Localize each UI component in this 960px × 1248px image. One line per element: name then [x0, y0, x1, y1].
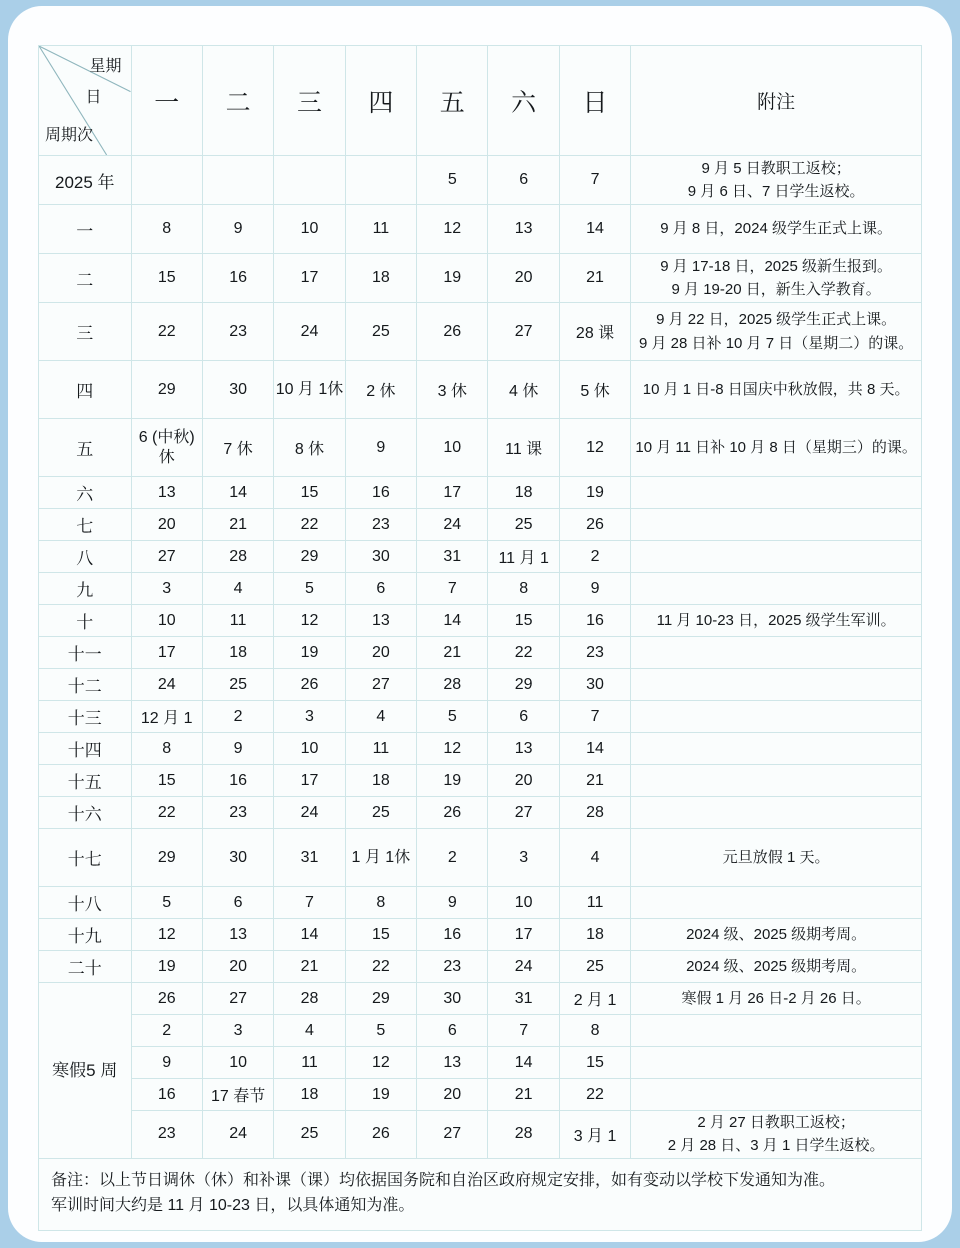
note-cell: 2024 级、2025 级期考周。: [631, 951, 922, 983]
calendar-week-row: [39, 765, 922, 797]
day-cell[interactable]: 25: [488, 509, 559, 541]
note-cell: 9 月 5 日教职工返校； 9 月 6 日、7 日学生返校。: [631, 156, 922, 205]
day-cell[interactable]: 3: [131, 573, 202, 605]
day-cell[interactable]: 10: [274, 205, 345, 254]
day-cell[interactable]: 17: [131, 637, 202, 669]
day-cell[interactable]: 20: [131, 509, 202, 541]
day-cell[interactable]: 26: [417, 303, 488, 361]
week-index-cell: 七: [39, 509, 132, 541]
day-cell[interactable]: 26: [559, 509, 630, 541]
day-cell[interactable]: 11: [559, 887, 630, 919]
day-cell[interactable]: 26: [345, 1111, 416, 1159]
day-cell[interactable]: 11 课: [488, 419, 559, 477]
day-cell[interactable]: 12: [131, 919, 202, 951]
day-cell[interactable]: 18: [345, 254, 416, 303]
day-cell[interactable]: 19: [345, 1079, 416, 1111]
calendar-footer: [39, 1158, 922, 1231]
day-cell[interactable]: 26: [417, 797, 488, 829]
day-cell[interactable]: 25: [345, 303, 416, 361]
day-cell[interactable]: 10: [274, 733, 345, 765]
day-cell[interactable]: 21: [202, 509, 273, 541]
day-cell[interactable]: 4: [559, 829, 630, 887]
day-cell[interactable]: 8: [345, 887, 416, 919]
day-cell[interactable]: 29: [488, 669, 559, 701]
day-cell[interactable]: 30: [559, 669, 630, 701]
week-index-cell: 六: [39, 477, 132, 509]
calendar-week-row: [39, 951, 922, 983]
note-cell: [631, 669, 922, 701]
day-cell[interactable]: 12: [417, 733, 488, 765]
day-cell[interactable]: 27: [488, 797, 559, 829]
day-cell[interactable]: 10: [131, 605, 202, 637]
day-cell[interactable]: 28: [274, 983, 345, 1015]
calendar-week-row: [39, 887, 922, 919]
note-cell: [631, 1079, 922, 1111]
day-cell[interactable]: 3 月 1: [559, 1111, 630, 1159]
day-cell[interactable]: 19: [559, 477, 630, 509]
header-weekday-thu: 四: [345, 46, 416, 156]
day-cell[interactable]: 15: [345, 919, 416, 951]
header-corner-cell: [39, 46, 132, 156]
day-cell[interactable]: 2 休: [345, 361, 416, 419]
note-cell: [631, 541, 922, 573]
week-index-cell: 八: [39, 541, 132, 573]
day-cell[interactable]: 30: [202, 361, 273, 419]
day-cell[interactable]: 18: [488, 477, 559, 509]
day-cell[interactable]: 4: [202, 573, 273, 605]
note-cell: [631, 887, 922, 919]
day-cell[interactable]: 5: [417, 701, 488, 733]
day-cell[interactable]: [202, 156, 273, 205]
day-cell[interactable]: 7: [488, 1015, 559, 1047]
day-cell[interactable]: 7: [559, 701, 630, 733]
day-cell[interactable]: 15: [131, 765, 202, 797]
day-cell[interactable]: 6: [488, 156, 559, 205]
week-index-cell: 十九: [39, 919, 132, 951]
header-row: [39, 46, 922, 156]
calendar-week-row: [39, 919, 922, 951]
day-cell[interactable]: 2: [417, 829, 488, 887]
week-index-cell: 三: [39, 303, 132, 361]
calendar-week-row: [39, 205, 922, 254]
week-index-cell: 二十: [39, 951, 132, 983]
day-cell[interactable]: 23: [202, 303, 273, 361]
day-cell[interactable]: 13: [345, 605, 416, 637]
note-cell: 寒假 1 月 26 日-2 月 26 日。: [631, 983, 922, 1015]
day-cell[interactable]: 28: [417, 669, 488, 701]
day-cell[interactable]: 9: [559, 573, 630, 605]
footer-remark-cell: 备注：以上节日调休（休）和补课（课）均依据国务院和自治区政府规定安排，如有变动以学校下发通知为准。 军训时间大约是 11 月 10-23 日，以具体通知为准。: [39, 1158, 922, 1231]
day-cell[interactable]: 14: [559, 733, 630, 765]
note-cell: 10 月 1 日-8 日国庆中秋放假，共 8 天。: [631, 361, 922, 419]
week-index-cell: 四: [39, 361, 132, 419]
day-cell[interactable]: 6: [345, 573, 416, 605]
day-cell[interactable]: 27: [417, 1111, 488, 1159]
day-cell[interactable]: 3: [202, 1015, 273, 1047]
day-cell[interactable]: 14: [417, 605, 488, 637]
calendar-week-row: [39, 509, 922, 541]
note-cell: [631, 1047, 922, 1079]
day-cell[interactable]: 9: [202, 733, 273, 765]
day-cell[interactable]: 22: [131, 797, 202, 829]
day-cell[interactable]: 24: [488, 951, 559, 983]
day-cell[interactable]: 14: [274, 919, 345, 951]
week-index-cell: 十八: [39, 887, 132, 919]
day-cell[interactable]: 12: [417, 205, 488, 254]
week-index-cell: 十一: [39, 637, 132, 669]
week-index-cell: 十三: [39, 701, 132, 733]
day-cell[interactable]: 7: [559, 156, 630, 205]
day-cell[interactable]: 21: [488, 1079, 559, 1111]
day-cell[interactable]: 11: [202, 605, 273, 637]
day-cell[interactable]: 8: [559, 1015, 630, 1047]
day-cell[interactable]: 9: [202, 205, 273, 254]
winter-week-row: [39, 1111, 922, 1159]
day-cell[interactable]: 30: [345, 541, 416, 573]
calendar-week-row: [39, 637, 922, 669]
day-cell[interactable]: 2 月 1: [559, 983, 630, 1015]
day-cell[interactable]: 23: [417, 951, 488, 983]
day-cell[interactable]: 15: [488, 605, 559, 637]
day-cell[interactable]: 29: [131, 829, 202, 887]
note-cell: [631, 765, 922, 797]
day-cell[interactable]: 7: [274, 887, 345, 919]
note-cell: [631, 733, 922, 765]
week-index-cell: 一: [39, 205, 132, 254]
note-cell: 元旦放假 1 天。: [631, 829, 922, 887]
calendar-week-row: [39, 669, 922, 701]
day-cell[interactable]: 23: [345, 509, 416, 541]
note-cell: 2024 级、2025 级期考周。: [631, 919, 922, 951]
day-cell[interactable]: 7: [417, 573, 488, 605]
day-cell[interactable]: 29: [345, 983, 416, 1015]
day-cell[interactable]: 15: [131, 254, 202, 303]
day-cell[interactable]: 5: [131, 887, 202, 919]
day-cell[interactable]: 6: [417, 1015, 488, 1047]
header-notes-label: 附注: [631, 46, 922, 156]
day-cell[interactable]: 24: [274, 303, 345, 361]
week-index-cell: 十七: [39, 829, 132, 887]
day-cell[interactable]: 11: [345, 205, 416, 254]
day-cell[interactable]: 30: [202, 829, 273, 887]
day-cell[interactable]: 6 (中秋) 休: [131, 419, 202, 477]
day-cell[interactable]: 25: [202, 669, 273, 701]
calendar-week-row: [39, 303, 922, 361]
note-cell: 9 月 22 日，2025 级学生正式上课。 9 月 28 日补 10 月 7 日（星期二）的课。: [631, 303, 922, 361]
header-cycle-label: 周期次: [45, 127, 94, 144]
note-cell: [631, 477, 922, 509]
day-cell[interactable]: 14: [202, 477, 273, 509]
day-cell[interactable]: 5: [417, 156, 488, 205]
note-cell: [631, 701, 922, 733]
day-cell[interactable]: 22: [559, 1079, 630, 1111]
day-cell[interactable]: 4 休: [488, 361, 559, 419]
week-index-cell: 2025 年: [39, 156, 132, 205]
calendar-header: [39, 46, 922, 156]
header-weekday-wed: 三: [274, 46, 345, 156]
day-cell[interactable]: 30: [417, 983, 488, 1015]
day-cell[interactable]: 21: [274, 951, 345, 983]
day-cell[interactable]: 23: [202, 797, 273, 829]
calendar-week-row: [39, 156, 922, 205]
day-cell[interactable]: 22: [345, 951, 416, 983]
day-cell[interactable]: 31: [417, 541, 488, 573]
day-cell[interactable]: 10 月 1休: [274, 361, 345, 419]
day-cell[interactable]: 9: [345, 419, 416, 477]
note-cell: [631, 1015, 922, 1047]
winter-week-row: [39, 1047, 922, 1079]
day-cell[interactable]: 13: [488, 205, 559, 254]
day-cell[interactable]: 24: [202, 1111, 273, 1159]
winter-week-row: [39, 1079, 922, 1111]
day-cell[interactable]: 22: [131, 303, 202, 361]
day-cell[interactable]: [345, 156, 416, 205]
day-cell[interactable]: 18: [559, 919, 630, 951]
day-cell[interactable]: 5: [345, 1015, 416, 1047]
day-cell[interactable]: 24: [417, 509, 488, 541]
week-index-cell: 十六: [39, 797, 132, 829]
day-cell[interactable]: 28: [202, 541, 273, 573]
day-cell[interactable]: 16: [345, 477, 416, 509]
calendar-week-row: [39, 541, 922, 573]
winter-week-row: [39, 983, 922, 1015]
day-cell[interactable]: 12 月 1: [131, 701, 202, 733]
header-weekday-tue: 二: [202, 46, 273, 156]
day-cell[interactable]: 21: [559, 254, 630, 303]
day-cell[interactable]: 16: [202, 765, 273, 797]
day-cell[interactable]: 23: [131, 1111, 202, 1159]
day-cell[interactable]: 15: [274, 477, 345, 509]
day-cell[interactable]: 10: [488, 887, 559, 919]
day-cell[interactable]: 19: [417, 254, 488, 303]
day-cell[interactable]: 1 月 1休: [345, 829, 416, 887]
week-index-cell: 二: [39, 254, 132, 303]
day-cell[interactable]: 31: [488, 983, 559, 1015]
day-cell[interactable]: 25: [559, 951, 630, 983]
day-cell[interactable]: 9: [417, 887, 488, 919]
day-cell[interactable]: 6: [202, 887, 273, 919]
day-cell[interactable]: 17 春节: [202, 1079, 273, 1111]
day-cell[interactable]: 27: [202, 983, 273, 1015]
week-index-cell: 九: [39, 573, 132, 605]
day-cell[interactable]: 18: [202, 637, 273, 669]
calendar-week-row: [39, 361, 922, 419]
day-cell[interactable]: 3 休: [417, 361, 488, 419]
day-cell[interactable]: 20: [345, 637, 416, 669]
note-cell: 11 月 10-23 日，2025 级学生军训。: [631, 605, 922, 637]
day-cell[interactable]: 16: [202, 254, 273, 303]
header-weekday-mon: 一: [131, 46, 202, 156]
day-cell[interactable]: 16: [417, 919, 488, 951]
day-cell[interactable]: 20: [488, 254, 559, 303]
calendar-week-row: [39, 573, 922, 605]
day-cell[interactable]: 19: [131, 951, 202, 983]
day-cell[interactable]: 19: [274, 637, 345, 669]
day-cell[interactable]: 17: [417, 477, 488, 509]
day-cell[interactable]: 13: [417, 1047, 488, 1079]
day-cell[interactable]: 12: [274, 605, 345, 637]
calendar-week-row: [39, 701, 922, 733]
day-cell[interactable]: 2: [559, 541, 630, 573]
day-cell[interactable]: 27: [345, 669, 416, 701]
note-cell: 2 月 27 日教职工返校； 2 月 28 日、3 月 1 日学生返校。: [631, 1111, 922, 1159]
day-cell[interactable]: 12: [345, 1047, 416, 1079]
day-cell[interactable]: 27: [488, 303, 559, 361]
day-cell[interactable]: 13: [488, 733, 559, 765]
day-cell[interactable]: 28 课: [559, 303, 630, 361]
week-index-cell: 十四: [39, 733, 132, 765]
day-cell[interactable]: 17: [274, 765, 345, 797]
week-index-cell: 十: [39, 605, 132, 637]
calendar-wrapper: [38, 45, 922, 1231]
note-cell: 10 月 11 日补 10 月 8 日（星期三）的课。: [631, 419, 922, 477]
calendar-week-row: [39, 733, 922, 765]
day-cell[interactable]: 8: [488, 573, 559, 605]
header-weekday-label: 星期: [89, 58, 122, 75]
week-index-cell: 十二: [39, 669, 132, 701]
day-cell[interactable]: [274, 156, 345, 205]
day-cell[interactable]: 25: [274, 1111, 345, 1159]
day-cell[interactable]: 2: [131, 1015, 202, 1047]
day-cell[interactable]: 24: [131, 669, 202, 701]
calendar-body: [39, 156, 922, 1159]
note-cell: 9 月 17-18 日，2025 级新生报到。 9 月 19-20 日，新生入学教育。: [631, 254, 922, 303]
calendar-week-row: [39, 254, 922, 303]
day-cell[interactable]: 8 休: [274, 419, 345, 477]
day-cell[interactable]: 20: [417, 1079, 488, 1111]
day-cell[interactable]: 14: [559, 205, 630, 254]
winter-week-row: [39, 1015, 922, 1047]
day-cell[interactable]: 2: [202, 701, 273, 733]
day-cell[interactable]: 31: [274, 829, 345, 887]
day-cell[interactable]: 11 月 1: [488, 541, 559, 573]
day-cell[interactable]: 25: [345, 797, 416, 829]
day-cell[interactable]: 20: [488, 765, 559, 797]
day-cell[interactable]: 4: [274, 1015, 345, 1047]
note-cell: 9 月 8 日，2024 级学生正式上课。: [631, 205, 922, 254]
day-cell[interactable]: 21: [559, 765, 630, 797]
day-cell[interactable]: 7 休: [202, 419, 273, 477]
day-cell[interactable]: 9: [131, 1047, 202, 1079]
day-cell[interactable]: 10: [417, 419, 488, 477]
day-cell[interactable]: 11: [345, 733, 416, 765]
winter-holiday-label-cell: 寒假5 周: [39, 983, 132, 1159]
day-cell[interactable]: 26: [131, 983, 202, 1015]
calendar-week-row: [39, 419, 922, 477]
day-cell[interactable]: 22: [488, 637, 559, 669]
day-cell[interactable]: 3: [274, 701, 345, 733]
day-cell[interactable]: 26: [274, 669, 345, 701]
week-index-cell: 十五: [39, 765, 132, 797]
note-cell: [631, 509, 922, 541]
note-cell: [631, 797, 922, 829]
day-cell[interactable]: 5 休: [559, 361, 630, 419]
day-cell[interactable]: 3: [488, 829, 559, 887]
day-cell[interactable]: 29: [131, 361, 202, 419]
day-cell[interactable]: 20: [202, 951, 273, 983]
day-cell[interactable]: 13: [202, 919, 273, 951]
day-cell[interactable]: 11: [274, 1047, 345, 1079]
week-index-cell: 五: [39, 419, 132, 477]
calendar-week-row: [39, 829, 922, 887]
day-cell[interactable]: 29: [274, 541, 345, 573]
day-cell[interactable]: 21: [417, 637, 488, 669]
day-cell[interactable]: 6: [488, 701, 559, 733]
day-cell[interactable]: 28: [488, 1111, 559, 1159]
day-cell[interactable]: 13: [131, 477, 202, 509]
day-cell[interactable]: 28: [559, 797, 630, 829]
calendar-card: [8, 6, 952, 1242]
footer-remark-row: [39, 1158, 922, 1231]
day-cell[interactable]: 8: [131, 205, 202, 254]
day-cell[interactable]: 23: [559, 637, 630, 669]
calendar-week-row: [39, 477, 922, 509]
day-cell[interactable]: 16: [559, 605, 630, 637]
header-weekday-sat: 六: [488, 46, 559, 156]
calendar-week-row: [39, 605, 922, 637]
day-cell[interactable]: 10: [202, 1047, 273, 1079]
day-cell[interactable]: 8: [131, 733, 202, 765]
day-cell[interactable]: 14: [488, 1047, 559, 1079]
day-cell[interactable]: 17: [274, 254, 345, 303]
day-cell[interactable]: 18: [345, 765, 416, 797]
day-cell[interactable]: 18: [274, 1079, 345, 1111]
calendar-week-row: [39, 797, 922, 829]
day-cell[interactable]: 24: [274, 797, 345, 829]
day-cell[interactable]: 27: [131, 541, 202, 573]
day-cell[interactable]: 19: [417, 765, 488, 797]
day-cell[interactable]: 5: [274, 573, 345, 605]
day-cell[interactable]: 17: [488, 919, 559, 951]
day-cell[interactable]: 4: [345, 701, 416, 733]
day-cell[interactable]: 22: [274, 509, 345, 541]
note-cell: [631, 573, 922, 605]
day-cell[interactable]: 12: [559, 419, 630, 477]
header-day-label: 日: [85, 89, 102, 106]
day-cell[interactable]: 15: [559, 1047, 630, 1079]
header-weekday-sun: 日: [559, 46, 630, 156]
header-weekday-fri: 五: [417, 46, 488, 156]
note-cell: [631, 637, 922, 669]
academic-calendar-table: [38, 45, 922, 1231]
day-cell[interactable]: [131, 156, 202, 205]
day-cell[interactable]: 16: [131, 1079, 202, 1111]
